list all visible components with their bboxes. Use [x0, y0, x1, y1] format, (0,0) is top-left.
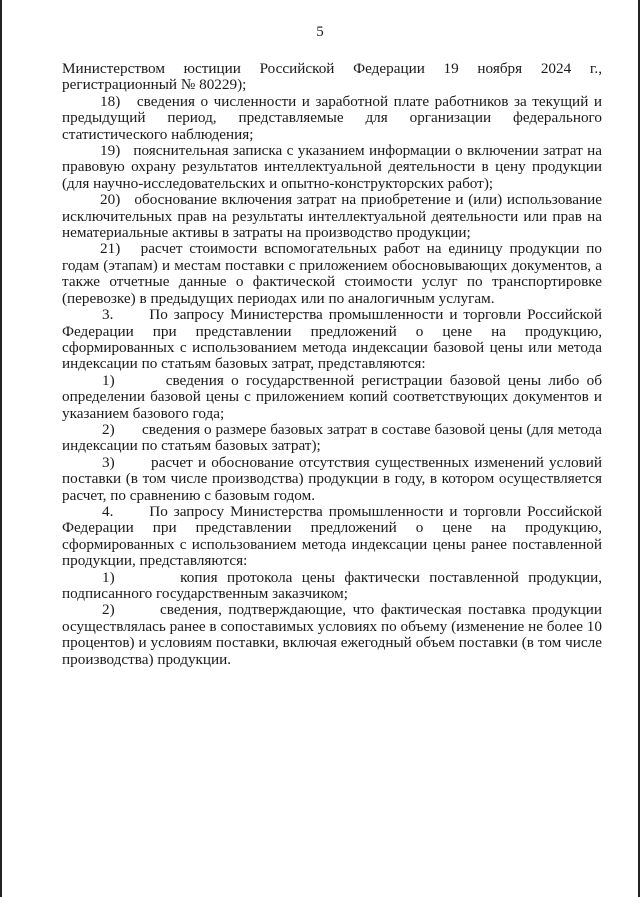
page-number: 5 [316, 24, 324, 40]
paragraph-item-19: 19) пояснительная записка с указанием информации о включении затрат на правовую охрану результатов интеллектуальной деятельности в цену продукции (для научно-исследовательских и опытно-конструкторских работ); [62, 142, 602, 192]
paragraph-item-18: 18) сведения о численности и заработной плате работников за текущий и предыдущий период, представляемые для организации федерального статистического наблюдения; [62, 92, 602, 143]
paragraph-item-20: 20) обоснование включения затрат на приобретение и (или) использование исключительных прав на результаты интеллектуальной деятельности или прав на нематериальные активы в затраты на производство продукции; [62, 191, 602, 242]
paragraph-section-3-item-3: 3) расчет и обоснование отсутствия существенных изменений условий поставки (в том числе производства) продукции в году, в котором осуществляется расчет, по сравнению с базовым годом. [62, 453, 602, 504]
scan-edge-left [0, 0, 2, 897]
paragraph-section-3-item-1: 1) сведения о государственной регистрации базовой цены либо об определении базовой цены с приложением копий соответствующих документов и указанием базового года; [62, 371, 602, 422]
paragraph-item-21: 21) расчет стоимости вспомогательных работ на единицу продукции по годам (этапам) и местам поставки с приложением обосновывающих документов, а также отчетные данные о фактической стоимости услуг по транспортировке (перевозке) в предыдущих периодах или по аналогичным услугам. [62, 240, 602, 307]
paragraph-continuation: Министерством юстиции Российской Федерации 19 ноября 2024 г., регистрационный № 80229); [62, 60, 602, 94]
document-body [62, 61, 602, 668]
paragraph-section-4-item-1: 1) копия протокола цены фактически поставленной продукции, подписанного государственным заказчиком; [62, 568, 602, 602]
paragraph-section-3: 3. По запросу Министерства промышленности и торговли Российской Федерации при представлении предложений о цене на продукцию, сформированных с использованием метода индексации базовой цены или метода индексации по статьям базовых затрат, представляются: [62, 306, 602, 373]
paragraph-section-3-item-2: 2) сведения о размере базовых затрат в составе базовой цены (для метода индексации по статьям базовых затрат); [62, 420, 602, 455]
paragraph-section-4: 4. По запросу Министерства промышленности и торговли Российской Федерации при представлении предложений о цене на продукцию, сформированных с использованием метода индексации цены ранее поставленной продукции, представляются: [62, 502, 602, 570]
paragraph-section-4-item-2: 2) сведения, подтверждающие, что фактическая поставка продукции осуществлялась ранее в сопоставимых условиях по объему (изменение не более 10 процентов) и условиям поставки, включая ежегодный объем поставки (в том числе производства) продукции. [62, 601, 602, 668]
